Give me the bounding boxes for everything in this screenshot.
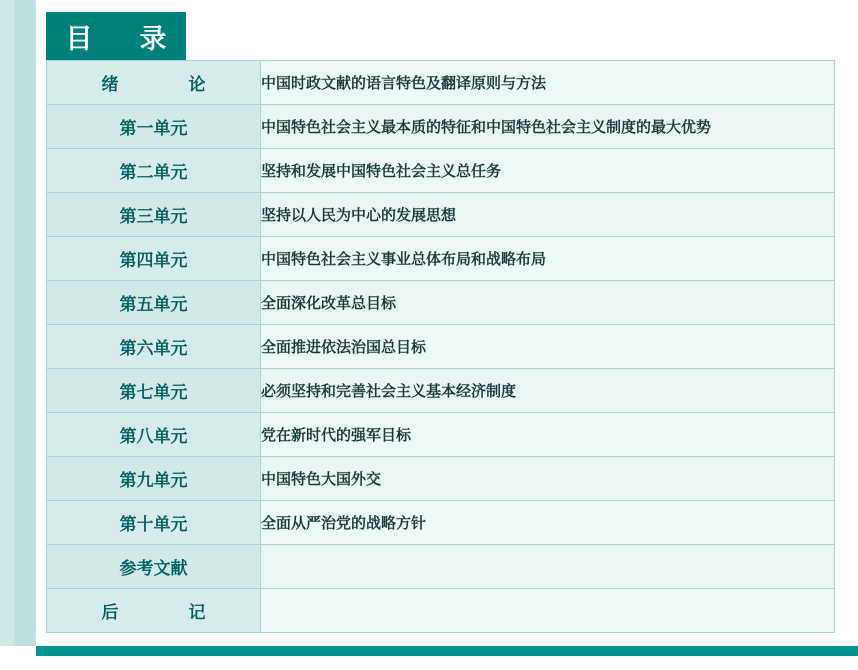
table-row: [47, 589, 835, 633]
toc-unit-cell: [47, 149, 261, 193]
page-title: [46, 12, 186, 60]
toc-unit-cell: [47, 193, 261, 237]
bottom-margin: [0, 656, 858, 670]
toc-topic-cell: 全面从严治党的战略方针: [261, 501, 835, 545]
toc-topic-cell: [261, 545, 835, 589]
toc-unit-label: 第二单元: [119, 163, 188, 183]
toc-unit-label: 第九单元: [119, 471, 188, 491]
toc-content: [46, 12, 836, 633]
toc-unit-cell: [47, 281, 261, 325]
toc-topic-cell: 坚持和发展中国特色社会主义总任务: [261, 149, 835, 193]
toc-unit-label: 第三单元: [119, 207, 188, 227]
toc-unit-cell: [47, 589, 261, 633]
toc-topic-cell: 全面深化改革总目标: [261, 281, 835, 325]
toc-unit-label: 参考文献: [119, 559, 188, 579]
toc-unit-label: 绪 论: [101, 75, 218, 95]
table-row: [47, 149, 835, 193]
table-row: [47, 369, 835, 413]
bottom-decorative-strip: [36, 646, 858, 656]
toc-unit-cell: [47, 457, 261, 501]
toc-topic-cell: 中国特色社会主义事业总体布局和战略布局: [261, 237, 835, 281]
toc-unit-label: 第六单元: [119, 339, 188, 359]
table-row: [47, 237, 835, 281]
toc-unit-label: 第七单元: [119, 383, 188, 403]
table-row: [47, 501, 835, 545]
toc-unit-cell: [47, 237, 261, 281]
table-row: [47, 105, 835, 149]
toc-topic-cell: 必须坚持和完善社会主义基本经济制度: [261, 369, 835, 413]
toc-unit-cell: [47, 545, 261, 589]
toc-table: [46, 60, 835, 633]
toc-topic-cell: 党在新时代的强军目标: [261, 413, 835, 457]
toc-topic-cell: 中国特色社会主义最本质的特征和中国特色社会主义制度的最大优势: [261, 105, 835, 149]
toc-topic-cell: 坚持以人民为中心的发展思想: [261, 193, 835, 237]
table-row: [47, 281, 835, 325]
toc-unit-cell: [47, 61, 261, 105]
toc-topic-cell: [261, 589, 835, 633]
toc-unit-label: 第十单元: [119, 515, 188, 535]
table-row: [47, 61, 835, 105]
toc-table-body: [47, 61, 835, 633]
toc-topic-cell: 中国特色大国外交: [261, 457, 835, 501]
toc-topic-cell: 中国时政文献的语言特色及翻译原则与方法: [261, 61, 835, 105]
toc-unit-cell: [47, 105, 261, 149]
table-row: [47, 457, 835, 501]
left-decorative-bar-inner: [14, 0, 36, 646]
toc-unit-cell: [47, 369, 261, 413]
left-decorative-bar: [0, 0, 36, 646]
toc-topic-cell: 全面推进依法治国总目标: [261, 325, 835, 369]
table-row: [47, 413, 835, 457]
toc-unit-label: 后 记: [101, 603, 218, 623]
toc-unit-label: 第一单元: [119, 119, 188, 139]
page-title-text: 目 录: [65, 23, 177, 55]
toc-unit-cell: [47, 413, 261, 457]
toc-unit-label: 第四单元: [119, 251, 188, 271]
toc-unit-label: 第五单元: [119, 295, 188, 315]
table-row: [47, 325, 835, 369]
toc-unit-label: 第八单元: [119, 427, 188, 447]
toc-unit-cell: [47, 501, 261, 545]
table-row: [47, 545, 835, 589]
toc-unit-cell: [47, 325, 261, 369]
table-row: [47, 193, 835, 237]
